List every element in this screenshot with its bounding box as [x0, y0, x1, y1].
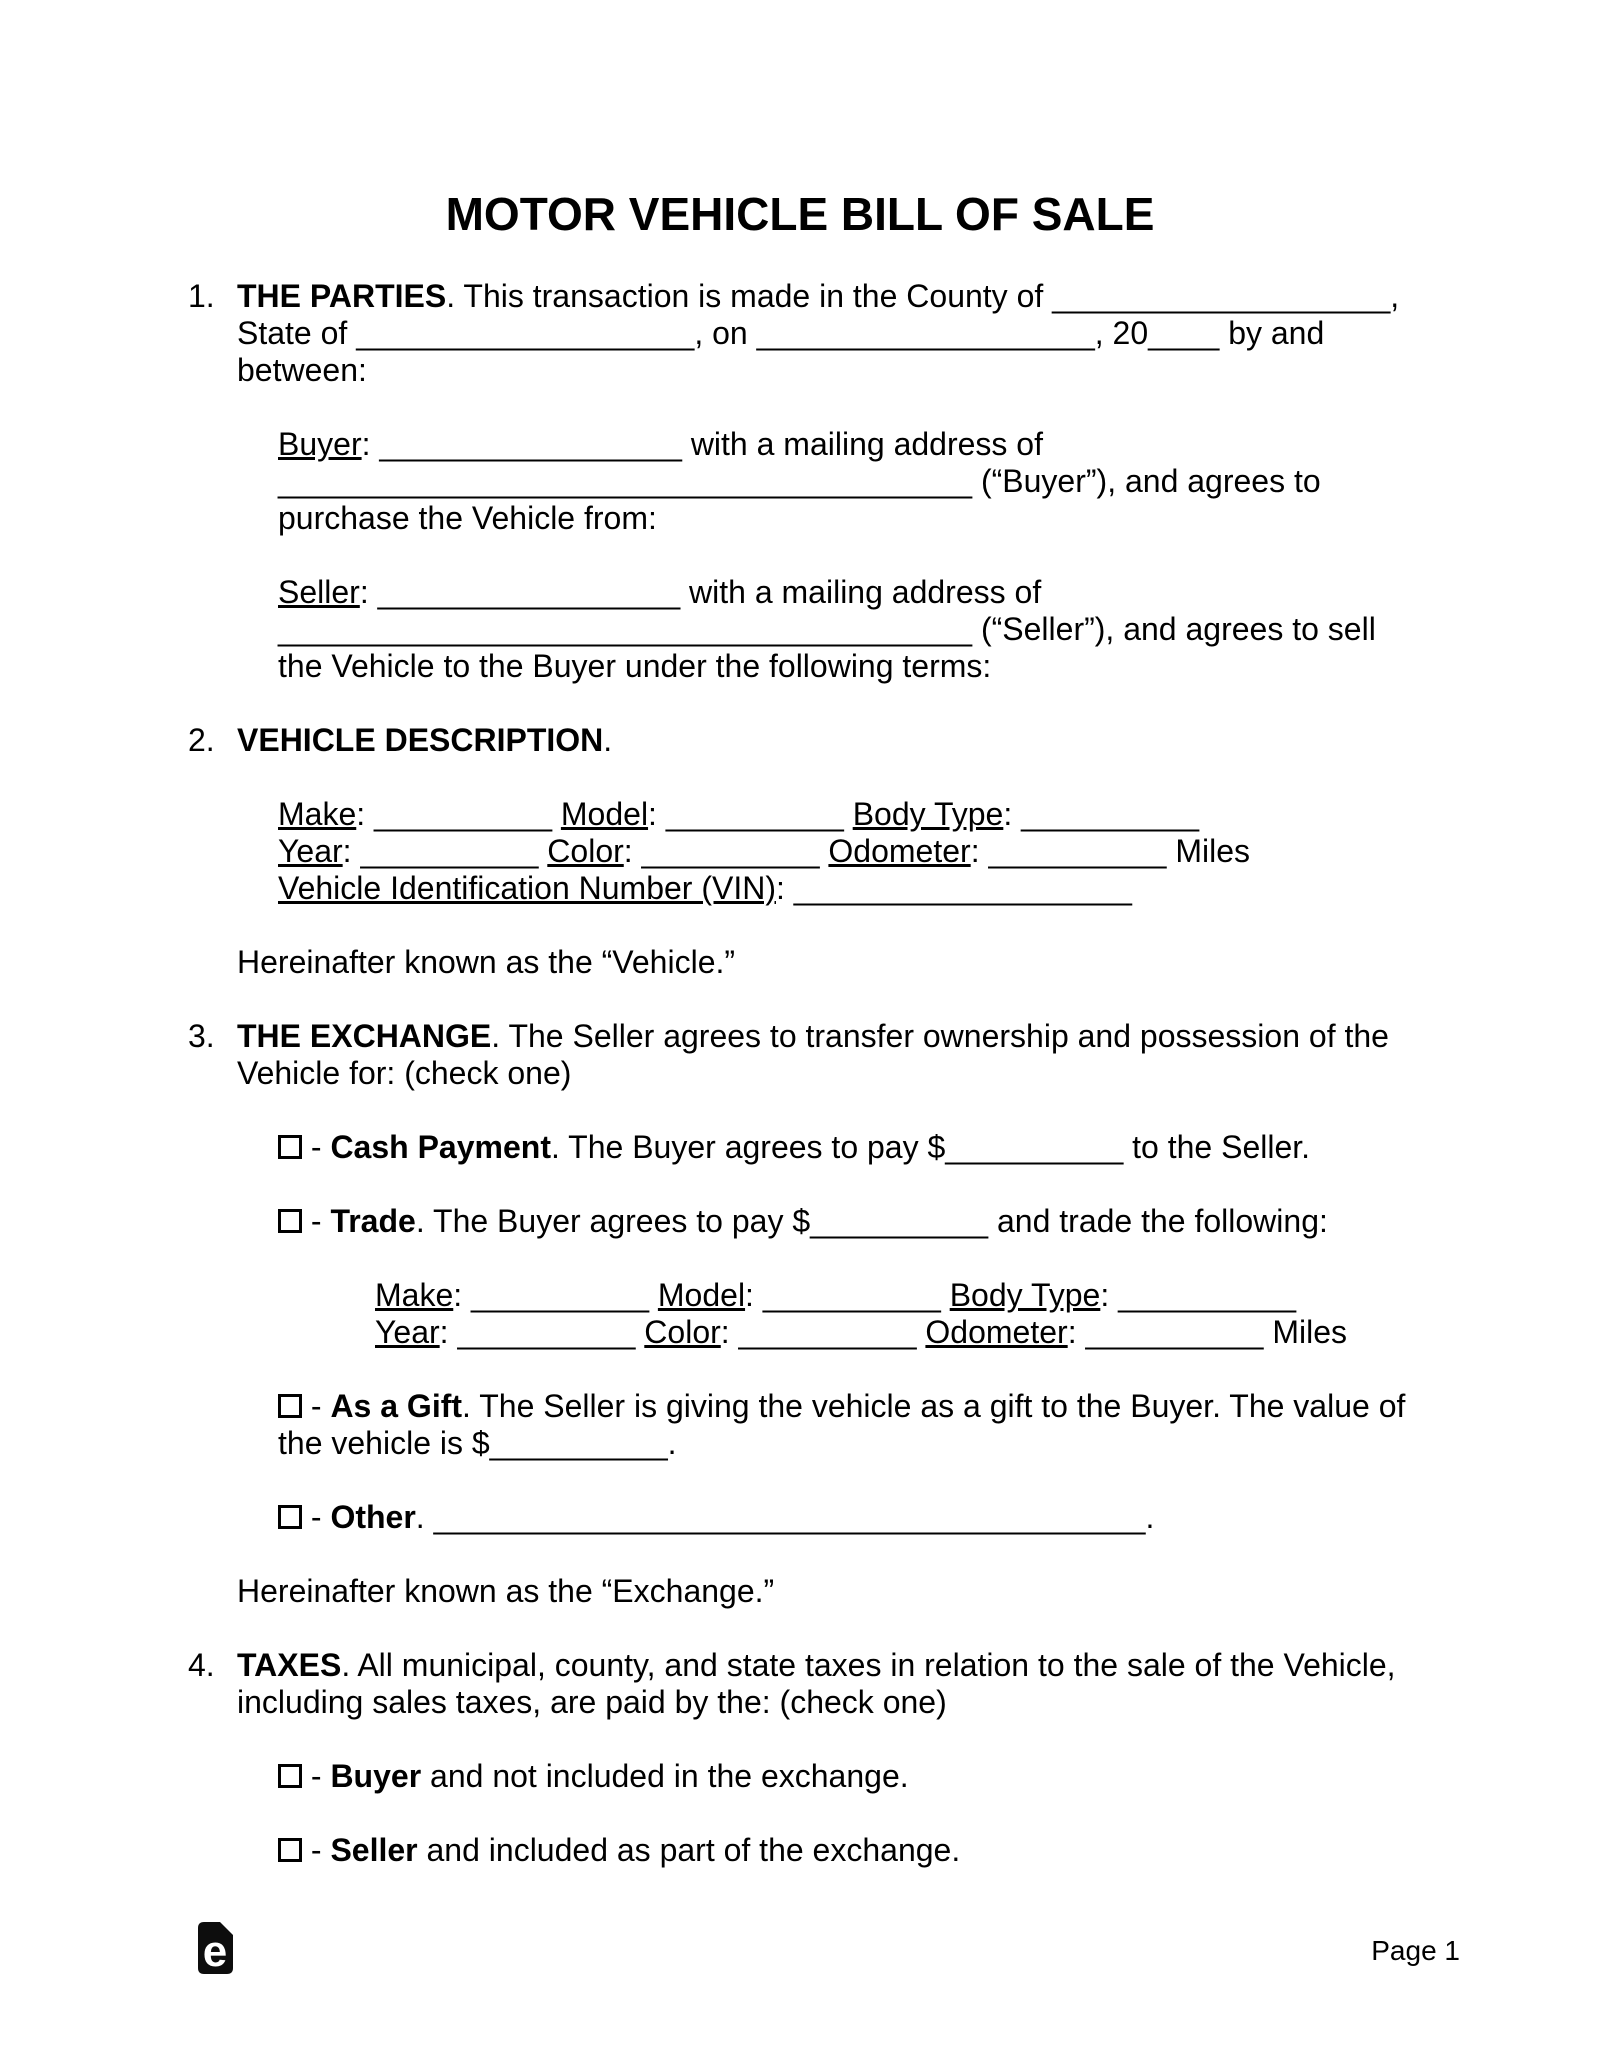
trade-body-type-label: Body Type — [949, 1277, 1101, 1313]
vin-blank[interactable]: ___________________ — [793, 870, 1132, 906]
odometer-label: Odometer — [828, 833, 971, 869]
colon: : — [970, 833, 989, 869]
tax-seller-option — [278, 1832, 1412, 1869]
buyer-line-1 — [278, 426, 1412, 463]
county-blank[interactable]: ___________________ — [1052, 278, 1391, 314]
section-2-heading-line — [188, 722, 1412, 759]
trade-vehicle-row-2 — [375, 1314, 1412, 1351]
buyer-address-blank[interactable]: _______________________________________ — [278, 463, 973, 499]
buyer-colon: : — [361, 426, 380, 462]
colon: : — [1067, 1314, 1086, 1350]
gift-value-blank[interactable]: __________ — [489, 1425, 668, 1461]
colon: : — [1100, 1277, 1119, 1313]
body-type-label: Body Type — [852, 796, 1004, 832]
trade-color-blank[interactable]: __________ — [738, 1314, 917, 1350]
section-2-period: . — [603, 722, 613, 758]
colon: : — [623, 833, 642, 869]
cash-amount-blank[interactable]: __________ — [945, 1129, 1124, 1165]
state-of-text: State of — [237, 315, 357, 351]
trade-year-label: Year — [375, 1314, 440, 1350]
year-prefix-text: , 20 — [1094, 315, 1149, 351]
section-1-heading: THE PARTIES — [237, 278, 447, 314]
section-1-text-b: , — [1390, 278, 1400, 314]
trade-year-blank[interactable]: __________ — [457, 1314, 636, 1350]
section-4-text: . All municipal, county, and state taxes in relation to the sale of the Vehicle, — [341, 1647, 1396, 1683]
tax-seller-checkbox[interactable] — [278, 1838, 302, 1862]
trade-color-label: Color — [644, 1314, 721, 1350]
other-period: . — [1145, 1499, 1155, 1535]
separator: - — [302, 1758, 331, 1794]
make-blank[interactable]: __________ — [374, 796, 552, 832]
tax-buyer-text: and not included in the exchange. — [421, 1758, 909, 1794]
other-checkbox[interactable] — [278, 1505, 302, 1529]
cash-payment-text: . The Buyer agrees to pay $ — [550, 1129, 946, 1165]
other-option — [278, 1499, 1412, 1536]
gift-period: . — [667, 1425, 677, 1461]
hereinafter-vehicle-text: Hereinafter known as the “Vehicle.” — [237, 944, 736, 980]
seller-line-1 — [278, 574, 1412, 611]
page-number: Page 1 — [1371, 1935, 1460, 1966]
trade-miles-text: Miles — [1263, 1314, 1347, 1350]
colon: : — [648, 796, 666, 832]
seller-line-2 — [278, 611, 1412, 648]
vehicle-vin-row — [278, 870, 1412, 907]
colon: : — [1003, 796, 1022, 832]
odometer-blank[interactable]: __________ — [988, 833, 1167, 869]
gift-option-line-1 — [278, 1388, 1412, 1425]
vehicle-row-1 — [278, 796, 1412, 833]
other-blank[interactable]: ________________________________________ — [433, 1499, 1146, 1535]
body-type-blank[interactable]: __________ — [1021, 796, 1200, 832]
trade-amount-blank[interactable]: __________ — [810, 1203, 989, 1239]
on-text: , on — [694, 315, 757, 351]
seller-mailing-text: with a mailing address of — [680, 574, 1042, 610]
model-blank[interactable]: __________ — [665, 796, 844, 832]
section-1-text-a: . This transaction is made in the County of — [446, 278, 1053, 314]
separator: - — [302, 1499, 331, 1535]
model-label: Model — [560, 796, 649, 832]
section-2-heading: VEHICLE DESCRIPTION — [237, 722, 604, 758]
gift-option-line-2 — [278, 1425, 1412, 1462]
trade-label: Trade — [330, 1203, 416, 1239]
section-3-text: . The Seller agrees to transfer ownership and possession of the — [491, 1018, 1389, 1054]
tax-buyer-checkbox[interactable] — [278, 1764, 302, 1788]
buyer-mailing-text: with a mailing address of — [681, 426, 1043, 462]
section-3-line-2: Vehicle for: (check one) — [237, 1055, 572, 1091]
seller-label: Seller — [278, 574, 360, 610]
year-blank[interactable]: ____ — [1148, 315, 1220, 351]
colon: : — [453, 1277, 472, 1313]
colon: : — [720, 1314, 739, 1350]
trade-checkbox[interactable] — [278, 1209, 302, 1233]
separator: - — [302, 1832, 331, 1868]
buyer-agrees-text: (“Buyer”), and agrees to — [972, 463, 1321, 499]
space — [538, 833, 547, 869]
tax-buyer-option — [278, 1758, 1412, 1795]
colon: : — [342, 833, 361, 869]
tax-buyer-label: Buyer — [330, 1758, 422, 1794]
gift-checkbox[interactable] — [278, 1394, 302, 1418]
trade-make-label: Make — [375, 1277, 454, 1313]
trade-model-label: Model — [657, 1277, 746, 1313]
gift-text: . The Seller is giving the vehicle as a gift to the Buyer. The value of — [462, 1388, 1406, 1424]
trade-odometer-label: Odometer — [925, 1314, 1068, 1350]
year-field-blank[interactable]: __________ — [360, 833, 539, 869]
space — [635, 1314, 644, 1350]
colon: : — [776, 870, 794, 906]
section-1-line-1 — [188, 278, 1412, 315]
document-title: MOTOR VEHICLE BILL OF SALE — [445, 188, 1155, 240]
trade-text: . The Buyer agrees to pay $ — [415, 1203, 811, 1239]
seller-agrees-text: (“Seller”), and agrees to sell — [972, 611, 1376, 647]
separator: - — [302, 1203, 331, 1239]
other-period-space: . — [415, 1499, 434, 1535]
space — [552, 796, 561, 832]
colon: : — [356, 796, 375, 832]
date-blank[interactable]: ___________________ — [756, 315, 1095, 351]
buyer-name-blank[interactable]: _________________ — [379, 426, 682, 462]
trade-body-type-blank[interactable]: __________ — [1118, 1277, 1297, 1313]
section-3-line-1 — [188, 1018, 1412, 1055]
seller-address-blank[interactable]: _______________________________________ — [278, 611, 973, 647]
buyer-line-3: purchase the Vehicle from: — [278, 500, 657, 536]
miles-text: Miles — [1166, 833, 1250, 869]
buyer-label: Buyer — [278, 426, 362, 462]
gift-value-text: the vehicle is $ — [278, 1425, 490, 1461]
colon: : — [439, 1314, 458, 1350]
section-1-number: 1. — [188, 278, 215, 314]
tax-seller-text: and included as part of the exchange. — [417, 1832, 961, 1868]
year-label: Year — [278, 833, 343, 869]
state-blank[interactable]: ___________________ — [356, 315, 695, 351]
tax-seller-label: Seller — [330, 1832, 418, 1868]
trade-odometer-blank[interactable]: __________ — [1085, 1314, 1264, 1350]
trade-option — [278, 1203, 1412, 1240]
hereinafter-exchange-text: Hereinafter known as the “Exchange.” — [237, 1573, 775, 1609]
seller-line-3: the Vehicle to the Buyer under the following terms: — [278, 648, 992, 684]
seller-name-blank[interactable]: _________________ — [377, 574, 681, 610]
trade-make-blank[interactable]: __________ — [471, 1277, 649, 1313]
other-label: Other — [330, 1499, 416, 1535]
cash-payment-option — [278, 1129, 1412, 1166]
section-1-line-3: between: — [237, 352, 367, 388]
space — [844, 796, 853, 832]
color-label: Color — [547, 833, 624, 869]
space — [649, 1277, 658, 1313]
cash-payment-checkbox[interactable] — [278, 1135, 302, 1159]
trade-text-b: and trade the following: — [988, 1203, 1328, 1239]
section-4-number: 4. — [188, 1647, 215, 1683]
color-blank[interactable]: __________ — [641, 833, 820, 869]
separator: - — [302, 1129, 331, 1165]
trade-model-blank[interactable]: __________ — [762, 1277, 941, 1313]
logo-letter: e — [202, 1927, 228, 1974]
seller-colon: : — [359, 574, 378, 610]
separator: - — [302, 1388, 331, 1424]
colon: : — [745, 1277, 763, 1313]
eforms-logo — [198, 1922, 233, 1974]
by-and-text: by and — [1219, 315, 1325, 351]
section-2-number: 2. — [188, 722, 215, 758]
make-label: Make — [278, 796, 357, 832]
section-4-heading: TAXES — [237, 1647, 342, 1683]
section-4-line-2: including sales taxes, are paid by the: (check one) — [237, 1684, 947, 1720]
section-3-number: 3. — [188, 1018, 215, 1054]
document-icon — [198, 1922, 233, 1974]
buyer-line-2 — [278, 463, 1412, 500]
section-3-heading: THE EXCHANGE — [237, 1018, 492, 1054]
vehicle-row-2 — [278, 833, 1412, 870]
section-4-line-1 — [188, 1647, 1412, 1684]
space — [941, 1277, 950, 1313]
vin-label: Vehicle Identification Number (VIN) — [278, 870, 776, 906]
cash-payment-text-b: to the Seller. — [1123, 1129, 1311, 1165]
cash-payment-label: Cash Payment — [330, 1129, 551, 1165]
section-1-line-2 — [237, 315, 1412, 352]
trade-vehicle-row-1 — [375, 1277, 1412, 1314]
gift-label: As a Gift — [330, 1388, 463, 1424]
